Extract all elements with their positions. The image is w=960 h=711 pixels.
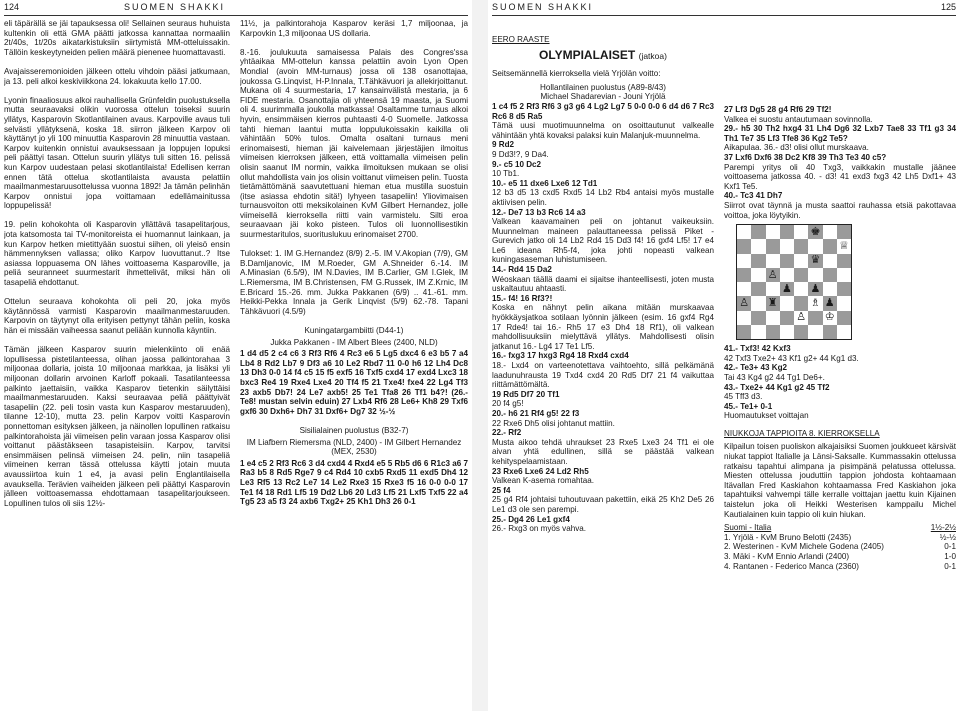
annotation: Tai 43 Kg4 g2 44 Tg1 De6+. (724, 372, 825, 382)
board-square (751, 254, 765, 268)
board-square (837, 254, 851, 268)
moves: 25.- Dg4 26 Le1 gxf4 (492, 514, 570, 524)
moves: 45.- Te1+ 0-1 (724, 401, 773, 411)
annotation: Parempi yritys oli 40 Txg3, vaikkakin mustalle jäänee voittoasema jatkossa 40. - d3! 41 exd3 fxg3 42 Lh5 Dxf1+ 43 Kxf1 Te5. (724, 162, 956, 191)
board-square (794, 325, 808, 339)
moves: 22.- Rf2 (492, 428, 522, 438)
board-square (823, 282, 837, 296)
game-players: Jukka Pakkanen - IM Albert Blees (2400, NLD) (270, 337, 438, 347)
moves: 25 f4 (492, 485, 511, 495)
annotation: Musta aikoo tehdä uhraukset 23 Rxe5 Lxe3 24 Tf1 ei ole aivan yhtä edullinen, sillä se päästää valkean kehityspelaamistaan. (492, 437, 714, 466)
section-text: Kilpailun toisen puoliskon alkajaisiksi Suomen joukkueet kärsivät niukat tappiot Italialle ja Länsi-Saksalle. Kummassakin ottelussa ratkaisu tapahtui alimpana ja pisimpänä pelatussa ottelussa. Miesten ottelussa jouduttiin tappion johdosta kohtaamaan Itävallan Fred Kaskiahon kohtaamassa Fred Kaskiahon joka tapahtuiksi vahvempi tälle kerralle voittajan jaettu kuin Kijainen taistelun joka oli Heikki Westerisen kamppailu Michel Kautialainen kuin tappio oli kuin hiukan. (724, 442, 956, 519)
board-square (766, 325, 780, 339)
annotation: 26.- Rxg3 on myös vahva. (492, 524, 587, 534)
result-game: 4. Rantanen - Federico Manca (2360) (724, 561, 859, 571)
result-game: 3. Mäki - KvM Ennio Arlandi (2400) (724, 552, 850, 561)
board-square (794, 254, 808, 268)
board-square (751, 282, 765, 296)
moves: 9 Rd2 (492, 140, 515, 150)
board-square: ♜ (766, 296, 780, 310)
board-square (823, 268, 837, 282)
intro: Seitsemännellä kierroksella vielä Yrjölän voitto: (492, 69, 661, 79)
board-square (794, 282, 808, 296)
board-square: ♙ (766, 268, 780, 282)
board-square (794, 296, 808, 310)
annotation: Wéoskaan täällä daami ei sijaitse ihanteellisesti, joten musta uskaltautuu ahtaasti. (492, 274, 714, 294)
annotation: 20 f4 g5! (492, 399, 524, 409)
board-square (823, 239, 837, 253)
moves: 9.- c5 10 Dc2 (492, 159, 542, 169)
board-square (737, 268, 751, 282)
board-square: ♕ (837, 239, 851, 253)
game-moves: 1 d4 d5 2 c4 c6 3 Rf3 Rf6 4 Rc3 e6 5 Lg5 dxc4 6 e3 b5 7 a4 Lb4 8 Rd2 Lb7 9 Df3 a6 10 Le2 Rbd7 11 0-0 h6 12 Lh4 Dc8 13 Dh3 0-0 14 f4 c5 15 f5 exf5 16 Txf5 cxd4 17 exd4 Lxc3 18 bxc3 Re4 19 Rxe4 Lxe4 20 Tf4 f5 21 Txe4! fxe4 22 Lg4 Tf3 23 axb5 Db7! 24 Le7 axb5! 25 Te1 Tfa8 26 Tf1 b4?! (26.- Te8! mustan selvin eduin) 27 Lxb4 Rf6 28 Le6+ Kh8 29 Txf6 gxf6 30 Dxh6+ Dh7 31 Dxf6+ Dg7 32 ½-½ (240, 349, 468, 416)
board-square (766, 239, 780, 253)
result-row (724, 552, 956, 562)
tournament-results: Tulokset: 1. IM G.Hernandez (8/9) 2.-5. IM V.Akopian (7/9), GM B.Damljanovic, IM M.Roeder, GM A.Shneider 6.-14. IM A.Minasian (6.5/9), IM N.Davies, IM B.Carlier, GM I.Glek, IM L.Riemersma, IM B.Christensen, FM G.Russek, IM Z.Krnic, IM E.Bricard 15.-26. mm. Jukka Pakkanen (6/9) .. 41.-61. mm. Heikki-Pekka Innala ja Gerik Linqvist (5/9) 62.-78. Tapani Tähkävuori (4.5/9) (240, 249, 468, 316)
moves: 16.- fxg3 17 hxg3 Rg4 18 Rxd4 cxd4 (492, 351, 629, 361)
board-square: ♔ (823, 311, 837, 325)
paragraph: Tämän jälkeen Kasparov suurin mielenkiinto oli enää lopullisessa pistetilanteessa, olihan jaossa palkintorahaa 3 miljoonaa dollaria, joista 10 miljoonaa markkaa, ja lisäksi yli miljoonan dollarin arvoinen Karloff pokaali. Tasatilanteessa palkinto jaettaisiin, vaikka Kasparov tietenkin säilyttäisi maailmanmestaruuden. Kaksi seuraavaa peliä päättyivät tasapeliin (22. peli tosin vasta kun Kasparov mestaruuden), tilanne 12-10), mutta 23. pelin Karpov voitti Kasparovin ponnettoman esityksen jälkeen, ja näinollen lopullinen ratkaisu palkintorahoista jäi viimeisen pelin varaan jossa Kasparov olisi voittanut päästäkseen tasapisteisiin. Karpov, tarvitsi ensimmäisen pelinsä viimeisen 24. pelin, niin tasapeliä viimeinen kerran tässä ottelussa käytti jotain muuta avaussiirtoa kuin 1 e4, ja avasi pelin Englantilaisella avauksella. Terävien vaiheiden jälkeen peli päättyi Kasparovin jälleen voittoasemassa ehdottamaan tasapelitarjoukseen. Lopullinen tulos oli siis 12½- (4, 345, 230, 508)
moves: 1 c4 f5 2 Rf3 Rf6 3 g3 g6 4 Lg2 Lg7 5 0-0 0-0 6 d4 d6 7 Rc3 Rc6 8 d5 Ra5 (492, 101, 714, 121)
results-table (724, 523, 956, 571)
left-page (0, 0, 472, 711)
moves: 41.- Txf3! 42 Kxf3 (724, 344, 791, 354)
results-title: Suomi - Italia (724, 523, 772, 533)
result-score: 0-1 (944, 561, 956, 571)
board-square (751, 239, 765, 253)
result-game: 2. Westerinen - KvM Michele Godena (2405) (724, 542, 885, 552)
board-square (737, 282, 751, 296)
paragraph: Lyonin finaaliosuus alkoi rauhallisella Grünfeldin puolustuksella mutta seuraavaksi olikin vuorossa ottelun toiseksi suurin yllätys, Kasparovin Skotlantilainen avaus. Karpoville avaus tuli selvästi yllätyksenä, koska 18. siirron jälkeen Karpov oli käyttänyt jo yli 100 minuuttia Kasparovin 28 minuuttia vastaan. Karpov kuitenkin onnistui avauksessaan ja loppujen lopuksi peli päättyi tasan. Ottelun suurin yllätys tuli sitten 16. pelissä kun Karpov uudestaan pelasi skotlantilaista! Edellisen kerran ennen tätä ottelua skotlantilaista avausta pelattiin maailmanmestaruusottelussa vuonna 1892! Ja tämän pelinhän Karpov onnistui jopa voittamaan edellämainitussa loppupelissä! (4, 95, 230, 211)
running-head: SUOMEN SHAKKI (124, 2, 226, 12)
board-square (780, 239, 794, 253)
moves: 20.- h6 21 Rf4 g5! 22 f3 (492, 408, 580, 418)
section-heading (492, 47, 714, 62)
board-square (737, 225, 751, 239)
annotation: 45 Tff3 d3. (724, 392, 763, 402)
annotation: Valkea ei suostu antautumaan sovinnolla. (724, 114, 873, 124)
board-square (823, 225, 837, 239)
result-row (724, 542, 956, 552)
left-page-header (4, 2, 468, 14)
moves: 15.- f4! 16 Rf3?! (492, 293, 553, 303)
annotation: 42 Txf3 Txe2+ 43 Kf1 g2+ 44 Kg1 d3. (724, 353, 859, 363)
paragraph: 11½, ja palkintorahoja Kasparov keräsi 1,7 miljoonaa, ja Karpovkin 1,3 miljoonaa US dollaria. (240, 19, 468, 38)
board-square: ♟ (808, 282, 822, 296)
board-square (780, 254, 794, 268)
opening-title: Kuningatargambiitti (D44-1) (304, 326, 404, 335)
annotation: 22 Rxe6 Dh5 olisi johtanut mattiin. (492, 418, 615, 428)
board-square (737, 311, 751, 325)
board-square (751, 325, 765, 339)
board-square: ♛ (808, 254, 822, 268)
paragraph: Ottelun seuraava kohokohta oli peli 20, joka myös käytännössä varmisti Kasparovin maailmanmestaruuden. Karpovin on täytynyt olla erityisen pettynyt tähän peliin, koska hän ei missään vaiheessa saanut peliään kunnolla käyntiin. (4, 297, 230, 335)
paragraph: eli täpärällä se jäi tapauksessa oli! Sellainen seuraus huhuista kultenkin oli että GMA päätti jatkossa kannattaa normaaliin 2t/40s, 1t/20s aikatarkistuksiin siirtymistä MM-otteluissakin. Tällöin keskeytyneiden pelien määrä pienenee huomattavasti. (4, 19, 230, 57)
board-square (780, 325, 794, 339)
right-page-header (492, 2, 956, 14)
game-players: IM Liafbern Riemersma (NLD, 2400) - IM Gilbert Hernandez (MEX, 2530) (246, 437, 462, 457)
section-heading: NIUKKOJA TAPPIOITA 8. KIERROKSELLA (724, 428, 880, 438)
board-square (766, 311, 780, 325)
game-players: Michael Shadarevian - Jouni Yrjölä (540, 92, 666, 102)
board-square (794, 268, 808, 282)
book-gutter (472, 0, 488, 711)
paragraph: 19. pelin kohokohta oli Kasparovin yllättävä tasapelitarjous, jota katsomosta tai TV-monitoreista ei huomannut lainkaan, ja kun Karpov hetken mietittyään suostui siihen, oli yleisö ensin hämmennyksen vallassa; oliko Karpov luovuttanut..? Itse asiassa loppuasema ON lähes voittoasema Kasparoville, ja peliä seuranneet suurmestarit ihmettelivät, miksi hän oli tasapeliä ehdottanut. (4, 220, 230, 288)
moves: 42.- Te3+ 43 Kg2 (724, 363, 788, 373)
annotation: Tämä uusi muotimuunnelma on osoittautunut valkealle vähintään yhtä kovaksi palaksi kuin Malanjuk-muunnelma. (492, 121, 714, 140)
moves: 27 Lf3 Dg5 28 g4 Rf6 29 Tf2! (724, 105, 832, 114)
board-square (780, 225, 794, 239)
board-square (837, 268, 851, 282)
board-square: ♟ (823, 296, 837, 310)
board-square (837, 325, 851, 339)
header-rule (4, 15, 468, 16)
board-square (823, 254, 837, 268)
annotation: Valkean K-asema romahtaa. (492, 476, 594, 486)
result-row (724, 533, 956, 543)
board-square (737, 239, 751, 253)
chess-diagram (736, 224, 852, 340)
page-number: 125 (940, 2, 956, 12)
annotation: 18.- Lxd4 on varteenotettava vaihtoehto, sillä pelkämänä laadunuhrausta 19 Txd4 cxd4 20 Rd5 Df7 21 f4 vaikuttaa riittämättömältä. (492, 361, 714, 390)
board-square: ♟ (780, 282, 794, 296)
board-square (780, 311, 794, 325)
board-square: ♙ (737, 296, 751, 310)
board-square (751, 225, 765, 239)
board-square (766, 282, 780, 296)
board-square (766, 225, 780, 239)
result-score: 0-1 (944, 542, 956, 552)
annotation: Koska en nähnyt pelin aikana mitään murskaavaa hyökkäysjatkoa sotilaan lyönnin jälkeen (esim. 16 gxf4 Rg4 17 Rde4! tai 16.- Rh5 17 e3 Dh4 18 Rf1), oli valkean mahdollisuuksiin mielyttävä yllätys. Mahdollisesti olisin jatkanut 16.- Lg4 17 Te1 Lf5. (492, 303, 714, 351)
board-square: ♚ (808, 225, 822, 239)
board-square (837, 311, 851, 325)
moves: 43.- Txe2+ 44 Kg1 g2 45 Tf2 (724, 382, 830, 392)
board-square (737, 254, 751, 268)
annotation: Aikapulaa. 36.- d3! olisi ollut murskaava. (724, 143, 869, 153)
board-square (837, 225, 851, 239)
annotation: Huomautukset voittajan (724, 411, 809, 421)
annotation: Valkean kaavamainen peli on johtanut vaikeuksiin. Muunnelman maineen palauttaneessa pelissä Piket - Gurevich jatko oli 14 Lb2 Rd4 15 Dd3 f4! 16 gxf4 Lf5! 17 e4 Le6 ideana Rh5-f4, joka johti nopeasti valkean kuningasaseman luhistumiseen. (492, 217, 714, 265)
results-score: 1½-2½ (930, 523, 956, 533)
result-row (724, 562, 956, 572)
result-score: 1-0 (944, 552, 956, 561)
board-square (837, 296, 851, 310)
left-column-1 (4, 19, 230, 709)
moves: 14.- Rd4 15 Da2 (492, 265, 552, 275)
board-square (794, 225, 808, 239)
moves: 29.- h5 30 Th2 hxg4 31 Lh4 Dg6 32 Lxb7 Tae8 33 Tf1 g3 34 Th1 Te7 35 Lf3 Tfe8 36 Kg2 Te5? (724, 124, 956, 143)
board-square (780, 268, 794, 282)
opening-title: Sisilialainen puolustus (B32-7) (299, 425, 409, 435)
author: EERO RAASTE (492, 35, 550, 44)
board-square (823, 325, 837, 339)
annotation: Siirrot ovat täynnä ja musta saattoi rauhassa etsiä pakottavaa voittoa, joka löytyikin. (724, 200, 956, 220)
right-column-2 (724, 19, 956, 709)
board-square (808, 268, 822, 282)
opening-title: Hollantilainen puolustus (A89-8/43) (540, 82, 666, 92)
annotation: 25 g4 Rf4 johtaisi tuhoutuvaan pakettiin, eikä 25 Kh2 De5 26 Le1 d3 ole sen parempi. (492, 495, 714, 514)
moves: 40.- Tc3 41 Dh7 (724, 191, 783, 201)
running-head: SUOMEN SHAKKI (492, 2, 594, 12)
board-square (737, 325, 751, 339)
board-square (751, 296, 765, 310)
heading-sub: (jatkoa) (638, 50, 667, 61)
moves: 10.- e5 11 dxe6 Lxe6 12 Td1 (492, 178, 598, 188)
paragraph: 8.-16. joulukuuta samaisessa Palais des Congres'ssa yhtäaikaa MM-ottelun kanssa pelattiin avoin Lyon Open Mondial (avoin MM-turnaus) jossa oli 138 osanottajaa, joukossa G.Linqvist, H-P.Innala, T.Tähkävuori ja allekirjoittanut. Mukana oli 4 suurmestaria, 17 kansainvälistä mestaria, ja 6 FIDE mestaria. Osanottajia oli yhteensä 19 maasta, ja Suomi oli 4. suurimmalla joukolla matkassa! Osaltamme turnaus alkoi hyvin, ensimmäisen kierros puhtaasti 4-0 Suomelle. Jatkossa tahti hieman laantui mutta loppulukoissakin kaikilla oli vähintään 50% tulos. Omalta osaltani turnaus meni erinomaisesti, hieman jäi kaivelemaan järjestäjien ilmoitus viimeisen kierroksen jälkeen, että voittamalla viimeisen pelin olisin saanut IM normin, vaikka ilmoituksen mukaan se olisi ollut mahdollista vain jos olisin voittanut viimeisen pelin. Tuosta tietämättömänä saavutettuani hieman etua mustilla suostuin (itse asiassa ehdotin sitä!) lyhyeen tasapeliin! Yliovimaisen turnausvoiton otti meksikolainen KvM Gilbert Hernandez, jolle viimeisellä kierroksella riitti vain varmistelu. Silti eroa seuraavaan jäi koko pisteen. Tulos oli luonnollisestikin suurmestaritulos, suorituslukuu erinomaiset 2700. (240, 47, 468, 240)
moves: 23 Rxe6 Lxe6 24 Ld2 Rh5 (492, 466, 589, 476)
board-square: ♙ (794, 311, 808, 325)
game-moves: 1 e4 c5 2 Rf3 Rc6 3 d4 cxd4 4 Rxd4 e5 5 Rb5 d6 6 R1c3 a6 7 Ra3 b5 8 Rd5 Rge7 9 c4 Rd4 10 cxb5 Rxd5 11 exd5 Dh4 12 Le3 Rf5 13 Rc2 Le7 14 Le2 Rxe3 15 Rxe3 f5 16 0-0 0-0 17 Te1 f4 18 Rd1 Lf5 19 Dd2 Lb6 20 Ld3 Lf5 21 Lxf5 Txf5 22 a4 Tg5 23 a5 f3 24 axb6 Txg2+ 25 Kh1 Dh3 26 0-1 (240, 458, 468, 507)
board-square (780, 296, 794, 310)
header-rule (492, 15, 956, 16)
left-column-2 (240, 19, 468, 709)
board-square (751, 311, 765, 325)
board-square (751, 268, 765, 282)
right-page (488, 0, 960, 711)
page-number: 124 (4, 2, 20, 12)
right-column-1 (492, 19, 714, 709)
annotation: 9 Dd3!?, 9 Da4. (492, 149, 549, 159)
board-square (837, 282, 851, 296)
result-score: ½-½ (939, 532, 956, 542)
heading-text: OLYMPIALAISET (539, 47, 636, 62)
board-square (794, 239, 808, 253)
board-square (808, 239, 822, 253)
board-square: ♗ (808, 296, 822, 310)
board-square (766, 254, 780, 268)
result-game: 1. Yrjölä - KvM Bruno Belotti (2435) (724, 532, 852, 542)
moves: 19 Rd5 Df7 20 Tf1 (492, 389, 560, 399)
annotation: 10 Tb1. (492, 169, 520, 179)
board-square (808, 325, 822, 339)
annotation: 12 b3 d5 13 cxd5 Rxd5 14 Lb2 Rb4 antaisi myös mustalle aktiivisen pelin. (492, 188, 714, 207)
board-square (808, 311, 822, 325)
moves: 37 Lxf6 Dxf6 38 Dc2 Kf8 39 Th3 Te3 40 c5? (724, 152, 887, 162)
moves: 12.- De7 13 b3 Rc6 14 a3 (492, 207, 586, 217)
results-header (724, 523, 956, 533)
paragraph: Avajaisseremonioiden jälkeen ottelu vihdoin pääsi jatkumaan, ja 13. peli alkoi keskiviikkona 24. lokakuuta kello 17.00. (4, 66, 230, 86)
